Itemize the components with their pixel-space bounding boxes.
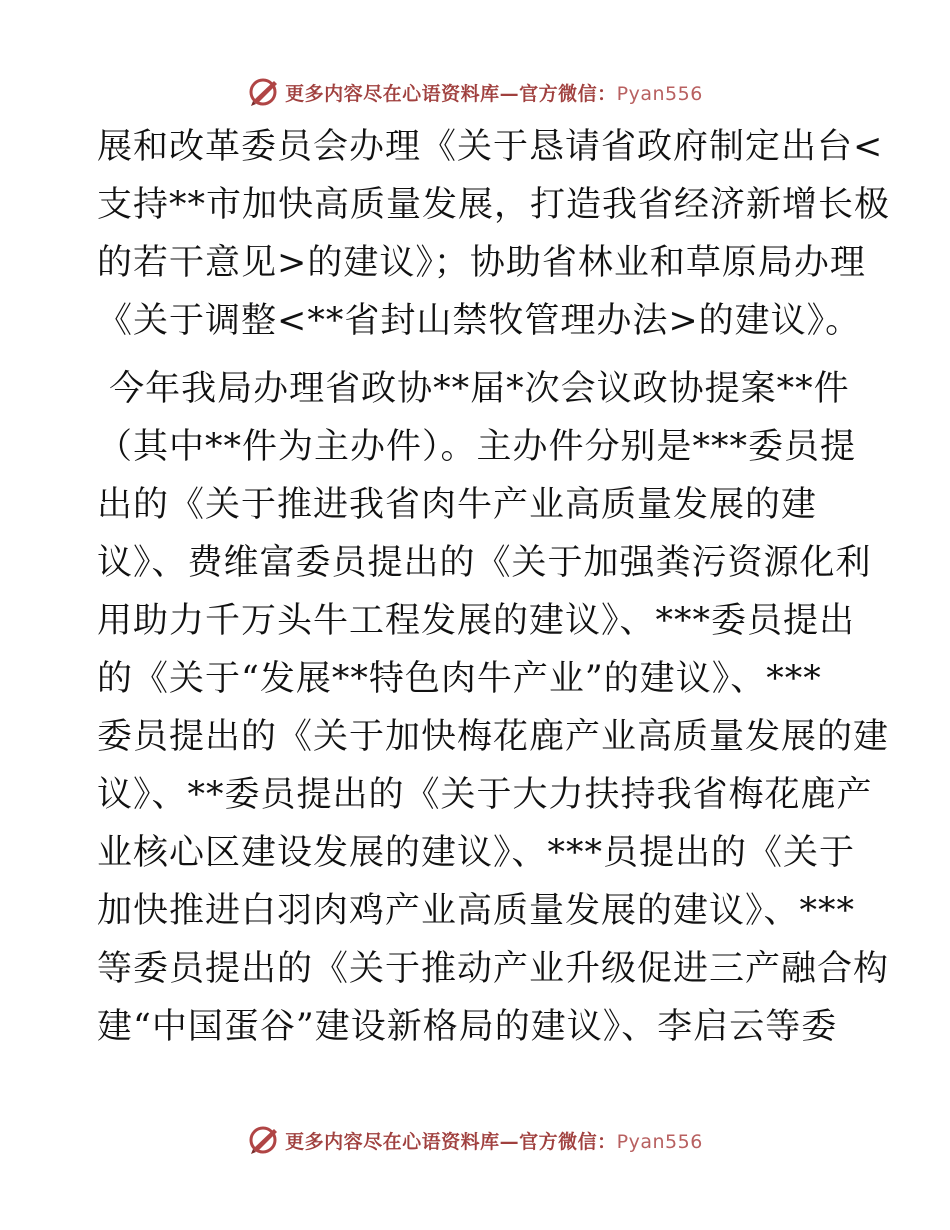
text-line: 加快推进白羽肉鸡产业高质量发展的建议》、*** [97, 891, 856, 931]
banner-text [285, 79, 703, 106]
pen-logo-icon [247, 75, 281, 109]
footer-watermark-banner [0, 1120, 950, 1160]
pen-logo-icon [247, 1123, 281, 1157]
text-line: 《关于调整<**省封山禁牧管理办法>的建议》。 [97, 301, 862, 341]
text-line: 支持**市加快高质量发展，打造我省经济新增长极 [97, 185, 891, 225]
text-line: 展和改革委员会办理《关于恳请省政府制定出台< [97, 127, 884, 167]
text-line: （其中**件为主办件）。主办件分别是***委员提 [97, 427, 857, 467]
banner-wechat-id: Pyan556 [616, 82, 703, 105]
text-line: 的《关于“发展**特色肉牛产业”的建议》、*** [97, 659, 822, 699]
paragraph [97, 360, 890, 1056]
text-line: 等委员提出的《关于推动产业升级促进三产融合构 [97, 949, 890, 989]
paragraph [97, 118, 891, 350]
text-line: 议》、**委员提出的《关于大力扶持我省梅花鹿产 [97, 775, 873, 815]
document-body [97, 118, 891, 1056]
banner-slogan: 更多内容尽在心语资料库—官方微信： [285, 1130, 617, 1153]
banner-wechat-id: Pyan556 [616, 1130, 703, 1153]
text-line: 业核心区建设发展的建议》、***员提出的《关于 [97, 833, 856, 873]
text-line: 出的《关于推进我省肉牛产业高质量发展的建 [97, 485, 818, 525]
text-line: 建“中国蛋谷”建设新格局的建议》、李启云等委 [97, 1007, 838, 1047]
text-line: 的若干意见>的建议》；协助省林业和草原局办理 [97, 243, 866, 283]
paragraph-gap [97, 350, 857, 360]
text-line: 议》、费维富委员提出的《关于加强粪污资源化利 [97, 543, 872, 583]
banner-slogan: 更多内容尽在心语资料库—官方微信： [285, 82, 617, 105]
text-line: 今年我局办理省政协**届*次会议政协提案**件 [97, 369, 850, 409]
banner-text [285, 1127, 703, 1154]
text-line: 委员提出的《关于加快梅花鹿产业高质量发展的建 [97, 717, 890, 757]
text-line: 用助力千万头牛工程发展的建议》、***委员提出 [97, 601, 856, 641]
header-watermark-banner [0, 72, 950, 112]
